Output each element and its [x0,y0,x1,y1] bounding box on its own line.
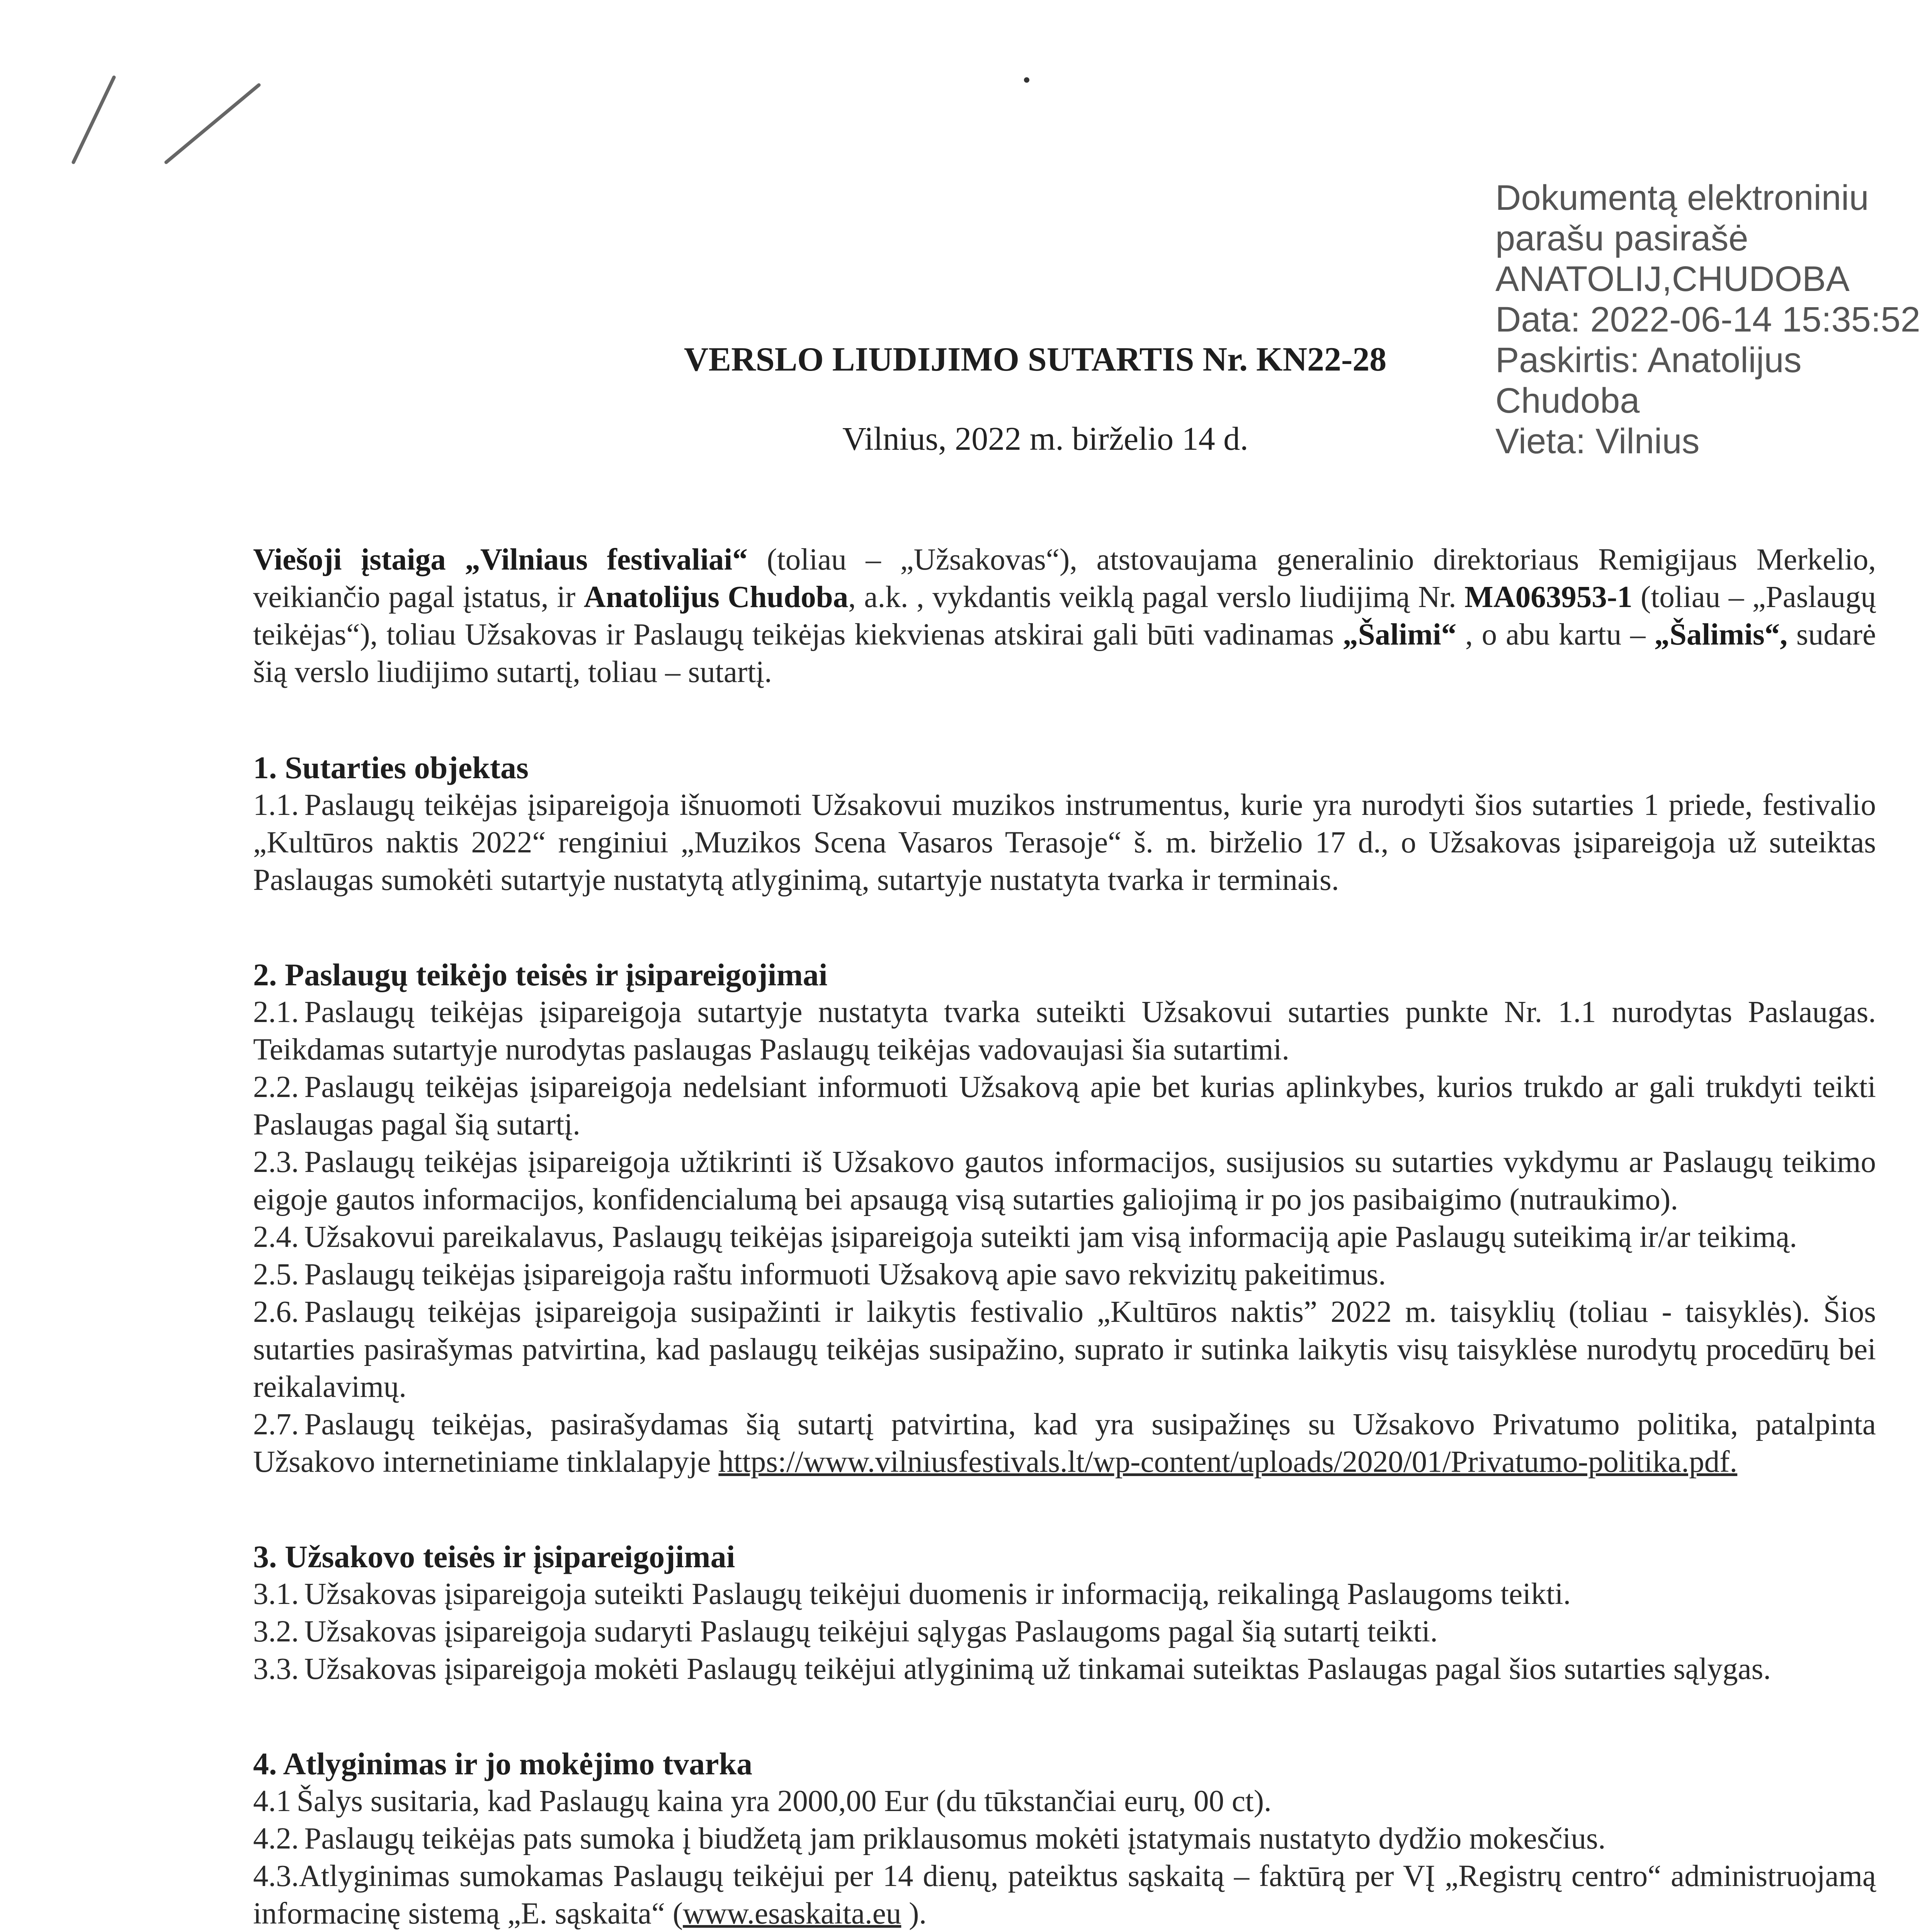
clause-number: 4.3. [253,1859,299,1893]
esign-line: Dokumentą elektroniniu [1495,178,1869,218]
clause-number: 2.6. [253,1295,299,1329]
clause-number: 2.2. [253,1070,299,1104]
clause-text: Šalys susitaria, kad Paslaugų kaina yra 2000,00 Eur (du tūkstančiai eurų, 00 ct). [296,1784,1272,1818]
clause-number: 4.2. [253,1822,299,1855]
clause-text: Paslaugų teikėjas įsipareigoja nedelsiant informuoti Užsakovą apie bet kurias aplinkybes, kurios trukdo ar gali trukdyti teikti Paslaugas pagal šią sutartį. [253,1070,1876,1141]
clause-number: 3.2. [253,1615,299,1648]
clause-text: Paslaugų teikėjas, pasirašydamas šią sutartį patvirtina, kad yra susipažinęs su Užsakovo Privatumo politika, patalpinta Užsakovo internetiniame tinklalapyje [253,1408,1876,1479]
clause-number: 3.1. [253,1577,299,1611]
clause-text: Užsakovas įsipareigoja mokėti Paslaugų teikėjui atlyginimą už tinkamai suteiktas Paslaugas pagal šios sutarties sąlygas. [304,1652,1771,1686]
section-heading: 1. Sutarties objektas [253,750,529,785]
clause-number: 2.1. [253,995,299,1029]
place-date: Vilnius, 2022 m. birželio 14 d. [842,420,1248,457]
esign-line: Vieta: Vilnius [1495,422,1700,461]
clause-number: 2.3. [253,1145,299,1179]
certificate-number: MA063953-1 [1464,580,1633,614]
clause-text: Paslaugų teikėjas įsipareigoja raštu informuoti Užsakovą apie savo rekvizitų pakeitimus. [304,1258,1386,1291]
section-heading: 4. Atlyginimas ir jo mokėjimo tvarka [253,1746,753,1781]
person-name: Anatolijus Chudoba [583,580,849,614]
esign-line: Chudoba [1495,381,1640,420]
clause-text: Paslaugų teikėjas įsipareigoja susipažinti ir laikytis festivalio „Kultūros naktis” 2022 m. taisyklių (toliau - taisyklės). Šios sutarties pasirašymas patvirtina, kad paslaugų teikėjas susipažino, suprato ir sutinka laikytis visų taisyklėse nurodytų procedūrų bei reikalavimų. [253,1295,1876,1404]
document-title: VERSLO LIUDIJIMO SUTARTIS Nr. KN22-28 [684,341,1387,378]
clause [253,1256,1876,1293]
clause-number: 2.5. [253,1258,299,1291]
clause [253,1575,1876,1613]
party-term: „Šalimi“ [1343,618,1457,651]
privacy-policy-link[interactable]: https://www.vilniusfestivals.lt/wp-content/uploads/2020/01/Privatumo-politika.pdf. [718,1445,1738,1479]
ink-dot [1024,77,1029,83]
electronic-signature-stamp [1495,178,1932,462]
clause-text: Užsakovas įsipareigoja sudaryti Paslaugų teikėjui sąlygas Paslaugoms pagal šią sutartį teikti. [304,1615,1438,1648]
clause-text: Paslaugų teikėjas pats sumoka į biudžetą jam priklausomus mokėti įstatymais nustatyto dydžio mokesčius. [304,1822,1606,1855]
clause [253,1820,1876,1857]
clause [253,786,1876,899]
org-name: Viešoji įstaiga „Vilniaus festivaliai“ [253,543,748,577]
clause-text: Užsakovas įsipareigoja suteikti Paslaugų teikėjui duomenis ir informaciją, reikalingą Paslaugoms teikti. [304,1577,1571,1611]
clause-number: 3.3. [253,1652,299,1686]
section-4 [253,1745,1876,1932]
clause-number: 2.7. [253,1408,299,1441]
intro-text: (toliau – „Paslaugų teikėjas“), toliau Užsakovas ir Paslaugų teikėjas kiekvienas atskirai gali būti vadinamas [253,580,1876,651]
esign-line: Data: 2022-06-14 15:35:52 [1495,300,1920,339]
section-2 [253,956,1876,1481]
intro-paragraph [253,541,1876,691]
clause-text: Užsakovui pareikalavus, Paslaugų teikėjas įsipareigoja suteikti jam visą informaciją apie Paslaugų suteikimą ir/ar teikimą. [304,1220,1797,1254]
intro-text: , a.k. , vykdantis veiklą pagal verslo liudijimą Nr. [848,580,1465,614]
clause-text: ). [901,1897,927,1930]
esaskaita-link[interactable]: www.esaskaita.eu [683,1897,901,1930]
parties-term: „Šalimis“, [1654,618,1787,651]
clause [253,1293,1876,1406]
clause-text: Paslaugų teikėjas įsipareigoja išnuomoti Užsakovui muzikos instrumentus, kurie yra nurodyti šios sutarties 1 priede, festivalio „Kultūros naktis 2022“ renginiui „Muzikos Scena Vasaros Terasoje“ š. m. birželio 17 d., o Užsakovas įsipareigoja už suteiktas Paslaugas sumokėti sutartyje nustatytą atlyginimą, sutartyje nustatyta tvarka ir terminais. [253,788,1876,897]
esign-line: Paskirtis: Anatolijus [1495,340,1802,380]
clause [253,1068,1876,1143]
section-heading: 2. Paslaugų teikėjo teisės ir įsipareigojimai [253,957,828,992]
clause [253,1406,1876,1481]
esign-line: ANATOLIJ,CHUDOBA [1495,259,1850,299]
clause-text: Atlyginimas sumokamas Paslaugų teikėjui per 14 dienų, pateiktus sąskaitą – faktūrą per VĮ „Registrų centro“ administruojamą informacinę sistemą „E. sąskaita“ ( [253,1859,1876,1930]
clause-text: Paslaugų teikėjas įsipareigoja užtikrinti iš Užsakovo gautos informacijos, susijusios su sutarties vykdymu ar Paslaugų teikimo eigoje gautos informacijos, konfidencialumą bei apsaugą visą sutarties galiojimą ir po jos pasibaigimo (nutraukimo). [253,1145,1876,1216]
clause [253,993,1876,1068]
section-3 [253,1538,1876,1688]
clause [253,1650,1876,1688]
clause [253,1218,1876,1256]
clause [253,1782,1876,1820]
clause [253,1143,1876,1218]
intro-text: , o abu kartu – [1456,618,1655,651]
clause [253,1857,1876,1932]
intro-text: sudarė šią verslo liudijimo sutartį, toliau – sutartį. [253,618,1876,689]
contract-body [253,541,1876,1932]
section-1 [253,749,1876,899]
intro-text: (toliau – „Užsakovas“), atstovaujama generalinio direktoriaus Remigijaus Merkelio, veikiančio pagal įstatus, ir [253,543,1876,614]
clause-number: 1.1. [253,788,299,822]
section-heading: 3. Užsakovo teisės ir įsipareigojimai [253,1539,735,1574]
clause-number: 2.4. [253,1220,299,1254]
clause-number: 4.1 [253,1784,291,1818]
pen-marks [50,70,282,170]
clause-text: Paslaugų teikėjas įsipareigoja sutartyje nustatyta tvarka suteikti Užsakovui sutarties punkte Nr. 1.1 nurodytas Paslaugas. Teikdamas sutartyje nurodytas paslaugas Paslaugų teikėjas vadovaujasi šia sutartimi. [253,995,1876,1066]
clause [253,1613,1876,1650]
esign-line: parašu pasirašė [1495,219,1748,258]
